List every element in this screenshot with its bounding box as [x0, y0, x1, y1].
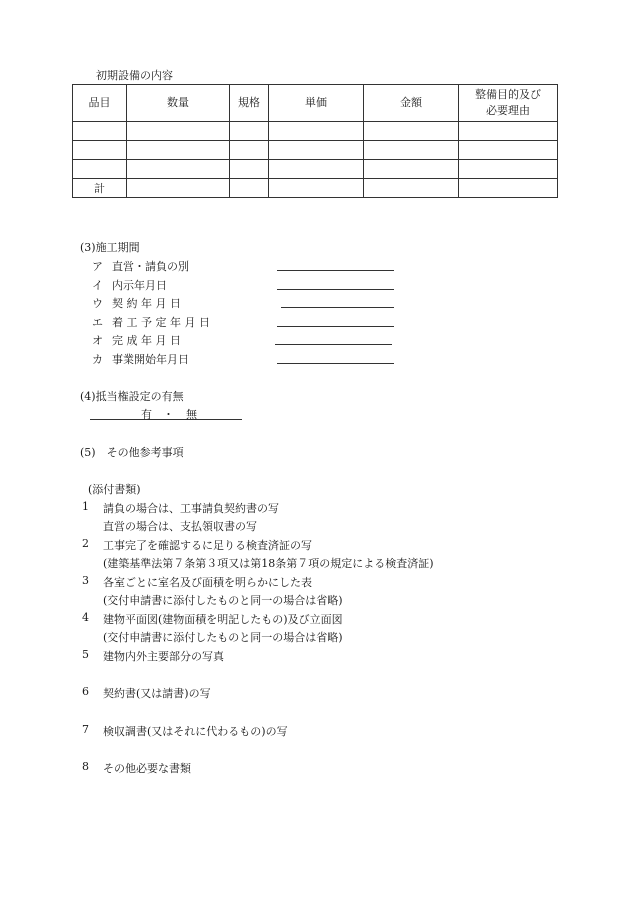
attachment-4-line2: (交付申請書に添付したものと同一の場合は省略) [103, 631, 343, 644]
header-quantity: 数量 [127, 85, 230, 122]
attachment-1-line2: 直営の場合は、支払領収書の写 [103, 520, 257, 533]
attachment-num-2: 2 [82, 537, 89, 550]
table-cell [364, 160, 459, 179]
attachment-3-line2: (交付申請書に添付したものと同一の場合は省略) [103, 594, 343, 607]
table-cell [269, 141, 364, 160]
table-total-row [73, 179, 558, 198]
period-field-ka[interactable] [277, 363, 394, 364]
table-row [73, 122, 558, 141]
period-marker-u: ウ [92, 297, 103, 310]
attachment-num-1: 1 [82, 500, 89, 513]
table-cell [230, 179, 269, 198]
table-cell [73, 122, 127, 141]
table-cell [364, 122, 459, 141]
table-cell [364, 179, 459, 198]
attachment-8-line1: その他必要な書類 [103, 762, 191, 775]
period-marker-i: イ [92, 279, 103, 292]
mortgage-separator: ・ [163, 408, 174, 421]
period-label-a: 直営・請負の別 [112, 260, 189, 273]
attachment-7-line1: 検収調書(又はそれに代わるもの)の写 [103, 725, 288, 738]
equipment-title: 初期設備の内容 [96, 69, 173, 82]
period-label-u: 契 約 年 月 日 [112, 297, 181, 310]
period-field-e[interactable] [277, 326, 394, 327]
table-cell [73, 160, 127, 179]
table-row [73, 160, 558, 179]
table-cell [269, 122, 364, 141]
period-field-u[interactable] [281, 307, 394, 308]
table-cell [364, 141, 459, 160]
attachment-num-3: 3 [82, 574, 89, 587]
header-item: 品目 [73, 85, 127, 122]
period-marker-o: オ [92, 334, 103, 347]
mortgage-heading: (4)抵当権設定の有無 [80, 390, 184, 403]
attachment-2-line2: (建築基準法第７条第３項又は第18条第７項の規定による検査済証) [103, 557, 434, 570]
attachment-4-line1: 建物平面図(建物面積を明記したもの)及び立面図 [103, 613, 343, 626]
attachment-num-5: 5 [82, 648, 89, 661]
table-row [73, 141, 558, 160]
table-cell [230, 122, 269, 141]
table-cell [269, 179, 364, 198]
attachment-1-line1: 請負の場合は、工事請負契約書の写 [103, 502, 279, 515]
period-label-e: 着 工 予 定 年 月 日 [112, 316, 210, 329]
table-header-row [73, 85, 558, 122]
table-cell [459, 160, 558, 179]
period-marker-a: ア [92, 260, 103, 273]
total-label: 計 [73, 179, 127, 198]
period-marker-ka: カ [92, 353, 103, 366]
table-cell [127, 122, 230, 141]
period-field-i[interactable] [277, 289, 394, 290]
construction-period-heading: (3)施工期間 [80, 241, 140, 254]
attachment-num-4: 4 [82, 611, 89, 624]
table-cell [127, 179, 230, 198]
header-purpose [459, 85, 558, 122]
period-marker-e: エ [92, 316, 103, 329]
table-cell [459, 141, 558, 160]
mortgage-choice-no[interactable]: 無 [186, 408, 197, 421]
header-unit-price: 単価 [269, 85, 364, 122]
table-cell [459, 179, 558, 198]
header-spec: 規格 [230, 85, 269, 122]
attachments-heading: (添付書類) [88, 483, 141, 496]
table-cell [459, 122, 558, 141]
attachment-num-7: 7 [82, 723, 89, 736]
period-field-a[interactable] [277, 270, 394, 271]
table-cell [127, 141, 230, 160]
attachment-num-8: 8 [82, 760, 89, 773]
period-label-o: 完 成 年 月 日 [112, 334, 181, 347]
header-amount: 金額 [364, 85, 459, 122]
period-field-o[interactable] [275, 344, 392, 345]
period-label-i: 内示年月日 [112, 279, 167, 292]
table-cell [269, 160, 364, 179]
attachment-num-6: 6 [82, 685, 89, 698]
attachment-6-line1: 契約書(又は請書)の写 [103, 687, 211, 700]
attachment-5-line1: 建物内外主要部分の写真 [103, 650, 224, 663]
attachment-3-line1: 各室ごとに室名及び面積を明らかにした表 [103, 576, 312, 589]
period-label-ka: 事業開始年月日 [112, 353, 189, 366]
table-cell [230, 141, 269, 160]
other-heading: (5) その他参考事項 [80, 446, 184, 459]
mortgage-choice-yes[interactable]: 有 [141, 408, 152, 421]
attachment-2-line1: 工事完了を確認するに足りる検査済証の写 [103, 539, 312, 552]
table-cell [127, 160, 230, 179]
header-purpose-line1: 整備目的及び [475, 88, 541, 101]
header-purpose-line2: 必要理由 [486, 104, 530, 117]
equipment-table [72, 84, 558, 198]
table-cell [73, 141, 127, 160]
table-cell [230, 160, 269, 179]
